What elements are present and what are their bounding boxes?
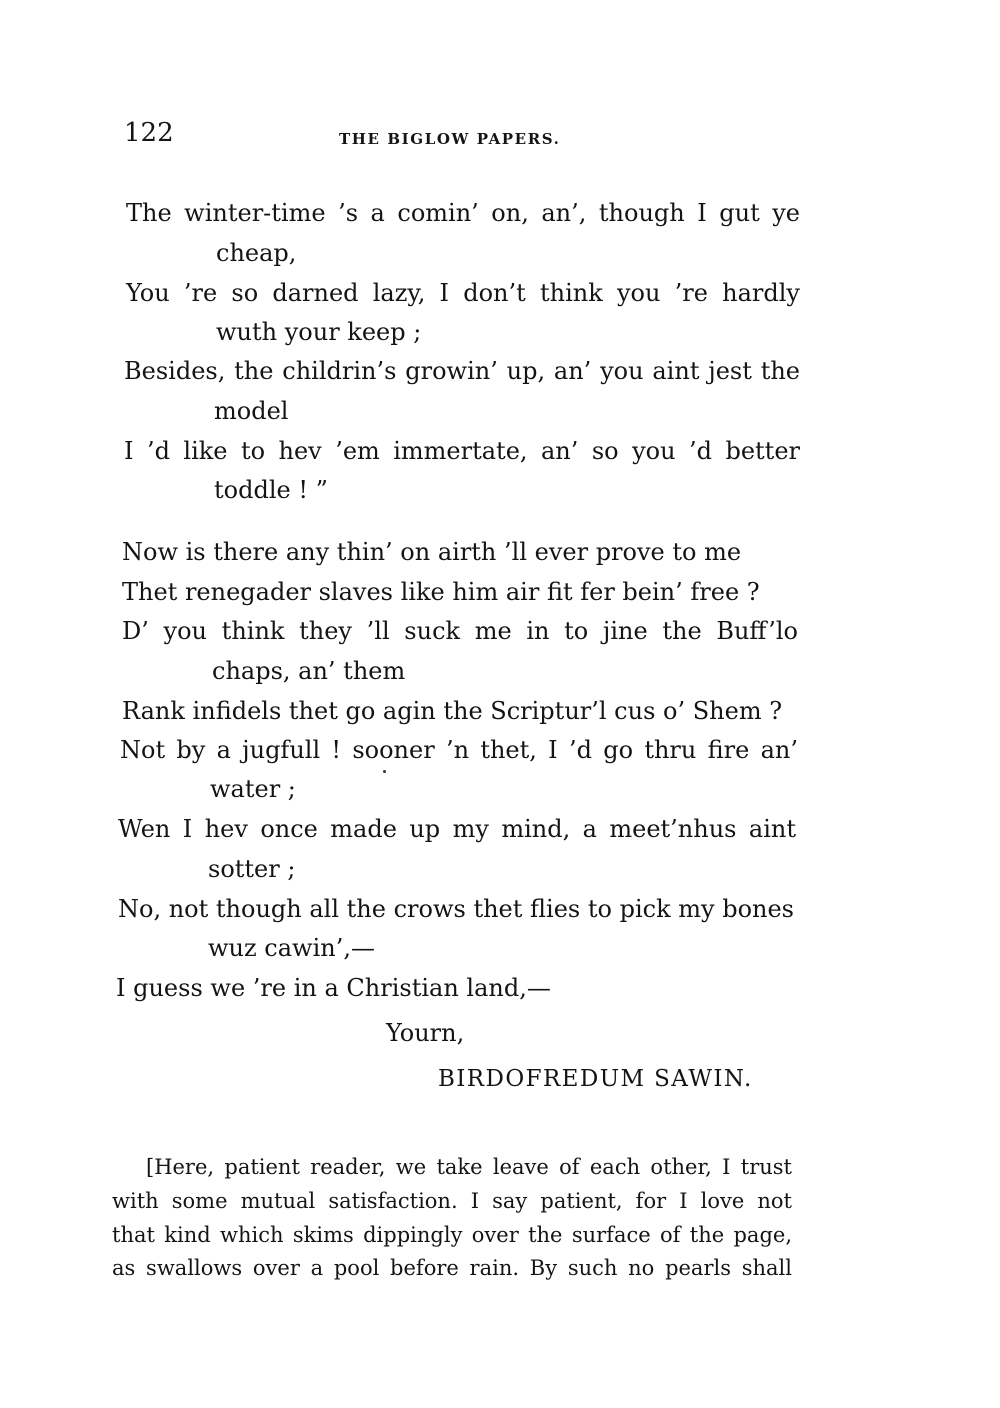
verse-line: water ; — [210, 775, 296, 803]
prose-line: that kind which skims dippingly over the surface of the page, — [112, 1223, 792, 1247]
signoff: Yourn, — [386, 1019, 465, 1047]
verse-line: Now is there any thin’ on airth ’ll ever prove to me — [122, 538, 742, 566]
page-edge — [974, 0, 1000, 1408]
verse-line: sotter ; — [208, 855, 296, 883]
prose-line: with some mutual satisfaction. I say patient, for I love not — [112, 1189, 792, 1213]
verse-line: wuz cawin’,— — [208, 934, 375, 962]
verse-line: I ’d like to hev ’em immertate, an’ so you ’d better — [124, 437, 800, 465]
signature: BIRDOFREDUM SAWIN. — [438, 1066, 753, 1092]
prose-line: as swallows over a pool before rain. By such no pearls shall — [112, 1256, 792, 1280]
verse-line: Thet renegader slaves like him air fit fer bein’ free ? — [122, 578, 760, 606]
verse-line: wuth your keep ; — [216, 318, 422, 346]
verse-line: Besides, the childrin’s growin’ up, an’ you aint jest the — [124, 357, 800, 385]
verse-line: chaps, an’ them — [212, 657, 406, 685]
running-title: THE BIGLOW PAPERS. — [339, 130, 561, 148]
prose-line: [Here, patient reader, we take leave of each other, I trust — [146, 1155, 792, 1179]
verse-line: model — [214, 397, 289, 425]
verse-line: The winter-time ’s a comin’ on, an’, though I gut ye — [126, 199, 800, 227]
verse-line: You ’re so darned lazy, I don’t think you ’re hardly — [126, 279, 800, 307]
verse-line: D’ you think they ’ll suck me in to jine the Buff’lo — [122, 617, 798, 645]
verse-line: toddle ! ” — [214, 476, 328, 504]
page-number: 122 — [124, 118, 174, 148]
verse-line: Rank infidels thet go agin the Scriptur’l cus o’ Shem ? — [122, 697, 783, 725]
verse-line: No, not though all the crows thet flies to pick my bones — [118, 895, 794, 923]
ink-speck — [383, 770, 386, 773]
verse-line: I guess we ’re in a Christian land,— — [116, 974, 551, 1002]
verse-line: cheap, — [216, 239, 297, 267]
page-header — [124, 118, 784, 158]
verse-line: Not by a jugfull ! sooner ’n thet, I ’d go thru fire an’ — [120, 736, 798, 764]
verse-line: Wen I hev once made up my mind, a meet’nhus aint — [118, 815, 796, 843]
